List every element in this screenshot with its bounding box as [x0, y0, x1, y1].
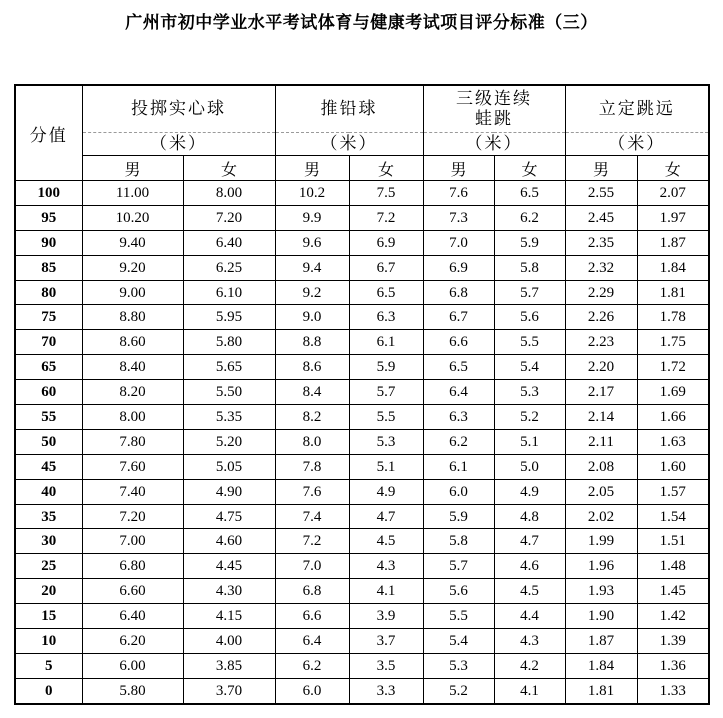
- shot-ball-male-cell: 9.40: [82, 230, 183, 255]
- shot-put-female-cell: 5.1: [349, 454, 423, 479]
- table-header: [15, 85, 709, 181]
- shot-ball-female-cell: 7.20: [183, 205, 275, 230]
- score-cell: 90: [15, 230, 82, 255]
- frog-jump-male-cell: 5.6: [423, 579, 494, 604]
- frog-jump-female-cell: 6.2: [494, 205, 565, 230]
- shot-ball-female-cell: 5.95: [183, 305, 275, 330]
- frog-jump-male-cell: 6.1: [423, 454, 494, 479]
- shot-ball-female-cell: 4.75: [183, 504, 275, 529]
- shot-put-female-cell: 3.5: [349, 653, 423, 678]
- long-jump-female-cell: 1.60: [637, 454, 709, 479]
- frog-jump-male-cell: 7.6: [423, 181, 494, 206]
- shot-ball-female-cell: 4.30: [183, 579, 275, 604]
- table-row: [15, 579, 709, 604]
- shot-ball-female-cell: 5.20: [183, 429, 275, 454]
- frog-jump-male-cell: 6.6: [423, 330, 494, 355]
- event-name: 立定跳远: [598, 99, 675, 119]
- shot-put-female-cell: 6.9: [349, 230, 423, 255]
- score-cell: 40: [15, 479, 82, 504]
- score-cell: 5: [15, 653, 82, 678]
- shot-ball-male-cell: 7.20: [82, 504, 183, 529]
- long-jump-female-cell: 1.69: [637, 380, 709, 405]
- male-label: 男: [565, 156, 637, 181]
- table-row: [15, 230, 709, 255]
- shot-put-male-cell: 6.0: [275, 678, 349, 703]
- header-row-gender: [15, 156, 709, 181]
- table-row: [15, 678, 709, 703]
- shot-put-male-cell: 9.4: [275, 255, 349, 280]
- score-cell: 0: [15, 678, 82, 703]
- shot-ball-female-cell: 5.80: [183, 330, 275, 355]
- long-jump-female-cell: 1.45: [637, 579, 709, 604]
- long-jump-male-cell: 1.87: [565, 629, 637, 654]
- frog-jump-male-cell: 5.3: [423, 653, 494, 678]
- shot-put-male-cell: 9.6: [275, 230, 349, 255]
- score-cell: 55: [15, 405, 82, 430]
- table-row: [15, 305, 709, 330]
- long-jump-male-cell: 2.45: [565, 205, 637, 230]
- shot-ball-male-cell: 8.00: [82, 405, 183, 430]
- long-jump-female-cell: 1.36: [637, 653, 709, 678]
- scoring-standard-table: [14, 84, 710, 705]
- frog-jump-male-cell: 6.2: [423, 429, 494, 454]
- male-label: 男: [423, 156, 494, 181]
- shot-put-female-cell: 5.9: [349, 355, 423, 380]
- frog-jump-female-cell: 5.5: [494, 330, 565, 355]
- table-row: [15, 255, 709, 280]
- shot-ball-female-cell: 5.05: [183, 454, 275, 479]
- event-header-frog-jump: [423, 85, 565, 133]
- shot-ball-male-cell: 7.40: [82, 479, 183, 504]
- header-row-event-names: [15, 85, 709, 133]
- shot-ball-female-cell: 4.15: [183, 604, 275, 629]
- table-row: [15, 330, 709, 355]
- frog-jump-male-cell: 5.8: [423, 529, 494, 554]
- frog-jump-female-cell: 5.8: [494, 255, 565, 280]
- shot-put-female-cell: 6.3: [349, 305, 423, 330]
- score-cell: 85: [15, 255, 82, 280]
- frog-jump-female-cell: 4.6: [494, 554, 565, 579]
- score-cell: 15: [15, 604, 82, 629]
- table-row: [15, 181, 709, 206]
- frog-jump-female-cell: 5.6: [494, 305, 565, 330]
- female-label: 女: [349, 156, 423, 181]
- long-jump-female-cell: 1.54: [637, 504, 709, 529]
- shot-put-female-cell: 5.5: [349, 405, 423, 430]
- long-jump-male-cell: 2.17: [565, 380, 637, 405]
- table-row: [15, 355, 709, 380]
- shot-ball-female-cell: 6.40: [183, 230, 275, 255]
- score-cell: 45: [15, 454, 82, 479]
- long-jump-male-cell: 1.84: [565, 653, 637, 678]
- long-jump-male-cell: 2.23: [565, 330, 637, 355]
- shot-put-male-cell: 8.8: [275, 330, 349, 355]
- long-jump-female-cell: 1.48: [637, 554, 709, 579]
- header-row-units: [15, 133, 709, 156]
- table-row: [15, 554, 709, 579]
- long-jump-male-cell: 2.11: [565, 429, 637, 454]
- shot-put-male-cell: 6.6: [275, 604, 349, 629]
- shot-ball-male-cell: 11.00: [82, 181, 183, 206]
- long-jump-female-cell: 1.57: [637, 479, 709, 504]
- long-jump-female-cell: 1.63: [637, 429, 709, 454]
- event-name-line2: 蛙跳: [475, 109, 513, 129]
- shot-put-male-cell: 10.2: [275, 181, 349, 206]
- frog-jump-male-cell: 6.7: [423, 305, 494, 330]
- shot-ball-male-cell: 6.80: [82, 554, 183, 579]
- frog-jump-female-cell: 4.4: [494, 604, 565, 629]
- shot-put-male-cell: 8.2: [275, 405, 349, 430]
- frog-jump-male-cell: 7.3: [423, 205, 494, 230]
- long-jump-male-cell: 2.02: [565, 504, 637, 529]
- shot-ball-male-cell: 7.60: [82, 454, 183, 479]
- shot-put-female-cell: 4.1: [349, 579, 423, 604]
- long-jump-male-cell: 2.32: [565, 255, 637, 280]
- shot-put-female-cell: 7.5: [349, 181, 423, 206]
- frog-jump-female-cell: 4.9: [494, 479, 565, 504]
- event-name: 投掷实心球: [131, 99, 226, 119]
- frog-jump-male-cell: 6.4: [423, 380, 494, 405]
- shot-put-female-cell: 4.3: [349, 554, 423, 579]
- score-cell: 100: [15, 181, 82, 206]
- long-jump-female-cell: 1.51: [637, 529, 709, 554]
- shot-ball-male-cell: 8.60: [82, 330, 183, 355]
- page-title: 广州市初中学业水平考试体育与健康考试项目评分标准（三）: [125, 13, 598, 33]
- shot-put-male-cell: 6.8: [275, 579, 349, 604]
- table-row: [15, 380, 709, 405]
- shot-ball-male-cell: 6.00: [82, 653, 183, 678]
- frog-jump-female-cell: 5.4: [494, 355, 565, 380]
- score-cell: 60: [15, 380, 82, 405]
- male-label: 男: [275, 156, 349, 181]
- shot-put-male-cell: 9.0: [275, 305, 349, 330]
- score-cell: 30: [15, 529, 82, 554]
- long-jump-female-cell: 1.84: [637, 255, 709, 280]
- table-row: [15, 653, 709, 678]
- unit-label: （米）: [565, 133, 709, 156]
- shot-ball-female-cell: 5.50: [183, 380, 275, 405]
- frog-jump-female-cell: 4.1: [494, 678, 565, 703]
- score-column-header: 分值: [15, 85, 82, 181]
- score-cell: 70: [15, 330, 82, 355]
- event-name: 推铅球: [320, 99, 378, 119]
- frog-jump-female-cell: 4.8: [494, 504, 565, 529]
- frog-jump-male-cell: 5.2: [423, 678, 494, 703]
- table-row: [15, 429, 709, 454]
- long-jump-male-cell: 2.29: [565, 280, 637, 305]
- table-row: [15, 504, 709, 529]
- shot-put-female-cell: 5.3: [349, 429, 423, 454]
- shot-ball-female-cell: 4.00: [183, 629, 275, 654]
- frog-jump-female-cell: 6.5: [494, 181, 565, 206]
- shot-put-male-cell: 7.8: [275, 454, 349, 479]
- shot-put-female-cell: 6.5: [349, 280, 423, 305]
- score-cell: 25: [15, 554, 82, 579]
- shot-ball-female-cell: 4.90: [183, 479, 275, 504]
- score-cell: 65: [15, 355, 82, 380]
- shot-ball-male-cell: 6.60: [82, 579, 183, 604]
- frog-jump-male-cell: 6.5: [423, 355, 494, 380]
- shot-ball-male-cell: 8.40: [82, 355, 183, 380]
- shot-ball-female-cell: 3.85: [183, 653, 275, 678]
- shot-put-female-cell: 5.7: [349, 380, 423, 405]
- long-jump-male-cell: 1.96: [565, 554, 637, 579]
- shot-ball-male-cell: 5.80: [82, 678, 183, 703]
- shot-ball-female-cell: 3.70: [183, 678, 275, 703]
- shot-put-female-cell: 6.7: [349, 255, 423, 280]
- shot-put-female-cell: 3.3: [349, 678, 423, 703]
- long-jump-female-cell: 1.72: [637, 355, 709, 380]
- long-jump-female-cell: 1.66: [637, 405, 709, 430]
- score-cell: 20: [15, 579, 82, 604]
- frog-jump-male-cell: 6.3: [423, 405, 494, 430]
- event-header-shot-put: [275, 85, 423, 133]
- event-header-long-jump: [565, 85, 709, 133]
- shot-put-male-cell: 7.4: [275, 504, 349, 529]
- table-row: [15, 405, 709, 430]
- frog-jump-male-cell: 5.5: [423, 604, 494, 629]
- shot-ball-female-cell: 6.25: [183, 255, 275, 280]
- female-label: 女: [637, 156, 709, 181]
- shot-put-male-cell: 6.4: [275, 629, 349, 654]
- shot-put-female-cell: 7.2: [349, 205, 423, 230]
- long-jump-male-cell: 2.26: [565, 305, 637, 330]
- score-cell: 95: [15, 205, 82, 230]
- frog-jump-female-cell: 5.3: [494, 380, 565, 405]
- shot-put-female-cell: 3.9: [349, 604, 423, 629]
- shot-ball-female-cell: 4.45: [183, 554, 275, 579]
- table-body: [15, 181, 709, 704]
- shot-put-female-cell: 3.7: [349, 629, 423, 654]
- frog-jump-female-cell: 5.1: [494, 429, 565, 454]
- table-row: [15, 280, 709, 305]
- frog-jump-male-cell: 6.8: [423, 280, 494, 305]
- frog-jump-male-cell: 7.0: [423, 230, 494, 255]
- shot-ball-male-cell: 8.20: [82, 380, 183, 405]
- shot-put-male-cell: 8.4: [275, 380, 349, 405]
- shot-ball-male-cell: 6.40: [82, 604, 183, 629]
- shot-put-female-cell: 4.7: [349, 504, 423, 529]
- event-header-shot-ball: [82, 85, 275, 133]
- long-jump-female-cell: 2.07: [637, 181, 709, 206]
- score-cell: 50: [15, 429, 82, 454]
- shot-ball-female-cell: 4.60: [183, 529, 275, 554]
- long-jump-female-cell: 1.97: [637, 205, 709, 230]
- long-jump-male-cell: 2.20: [565, 355, 637, 380]
- frog-jump-female-cell: 4.2: [494, 653, 565, 678]
- frog-jump-male-cell: 5.7: [423, 554, 494, 579]
- frog-jump-female-cell: 4.5: [494, 579, 565, 604]
- frog-jump-female-cell: 5.7: [494, 280, 565, 305]
- unit-label: （米）: [423, 133, 565, 156]
- table-row: [15, 629, 709, 654]
- long-jump-male-cell: 2.05: [565, 479, 637, 504]
- long-jump-male-cell: 2.35: [565, 230, 637, 255]
- shot-ball-female-cell: 6.10: [183, 280, 275, 305]
- female-label: 女: [183, 156, 275, 181]
- score-cell: 80: [15, 280, 82, 305]
- female-label: 女: [494, 156, 565, 181]
- long-jump-female-cell: 1.42: [637, 604, 709, 629]
- shot-put-male-cell: 6.2: [275, 653, 349, 678]
- shot-ball-male-cell: 7.00: [82, 529, 183, 554]
- long-jump-male-cell: 1.99: [565, 529, 637, 554]
- long-jump-female-cell: 1.81: [637, 280, 709, 305]
- table-row: [15, 604, 709, 629]
- shot-put-female-cell: 4.9: [349, 479, 423, 504]
- shot-ball-male-cell: 8.80: [82, 305, 183, 330]
- frog-jump-female-cell: 5.9: [494, 230, 565, 255]
- long-jump-male-cell: 1.90: [565, 604, 637, 629]
- table-row: [15, 454, 709, 479]
- long-jump-male-cell: 2.08: [565, 454, 637, 479]
- shot-put-male-cell: 8.6: [275, 355, 349, 380]
- score-cell: 35: [15, 504, 82, 529]
- shot-ball-male-cell: 9.00: [82, 280, 183, 305]
- frog-jump-male-cell: 6.9: [423, 255, 494, 280]
- long-jump-male-cell: 2.55: [565, 181, 637, 206]
- shot-put-female-cell: 4.5: [349, 529, 423, 554]
- frog-jump-female-cell: 5.2: [494, 405, 565, 430]
- long-jump-female-cell: 1.33: [637, 678, 709, 703]
- shot-ball-male-cell: 7.80: [82, 429, 183, 454]
- male-label: 男: [82, 156, 183, 181]
- shot-put-male-cell: 8.0: [275, 429, 349, 454]
- event-name-line1: 三级连续: [456, 89, 532, 109]
- frog-jump-male-cell: 5.4: [423, 629, 494, 654]
- shot-ball-female-cell: 8.00: [183, 181, 275, 206]
- frog-jump-male-cell: 6.0: [423, 479, 494, 504]
- shot-put-male-cell: 9.9: [275, 205, 349, 230]
- shot-put-male-cell: 7.6: [275, 479, 349, 504]
- frog-jump-female-cell: 4.3: [494, 629, 565, 654]
- long-jump-female-cell: 1.75: [637, 330, 709, 355]
- shot-ball-male-cell: 6.20: [82, 629, 183, 654]
- long-jump-male-cell: 2.14: [565, 405, 637, 430]
- shot-put-male-cell: 7.0: [275, 554, 349, 579]
- score-cell: 75: [15, 305, 82, 330]
- score-cell: 10: [15, 629, 82, 654]
- shot-put-male-cell: 7.2: [275, 529, 349, 554]
- shot-ball-female-cell: 5.65: [183, 355, 275, 380]
- unit-label: （米）: [275, 133, 423, 156]
- frog-jump-female-cell: 5.0: [494, 454, 565, 479]
- shot-put-male-cell: 9.2: [275, 280, 349, 305]
- long-jump-female-cell: 1.39: [637, 629, 709, 654]
- shot-ball-female-cell: 5.35: [183, 405, 275, 430]
- shot-put-female-cell: 6.1: [349, 330, 423, 355]
- shot-ball-male-cell: 9.20: [82, 255, 183, 280]
- unit-label: （米）: [82, 133, 275, 156]
- frog-jump-male-cell: 5.9: [423, 504, 494, 529]
- long-jump-male-cell: 1.93: [565, 579, 637, 604]
- table-row: [15, 205, 709, 230]
- long-jump-male-cell: 1.81: [565, 678, 637, 703]
- long-jump-female-cell: 1.78: [637, 305, 709, 330]
- table-row: [15, 529, 709, 554]
- frog-jump-female-cell: 4.7: [494, 529, 565, 554]
- long-jump-female-cell: 1.87: [637, 230, 709, 255]
- table-row: [15, 479, 709, 504]
- shot-ball-male-cell: 10.20: [82, 205, 183, 230]
